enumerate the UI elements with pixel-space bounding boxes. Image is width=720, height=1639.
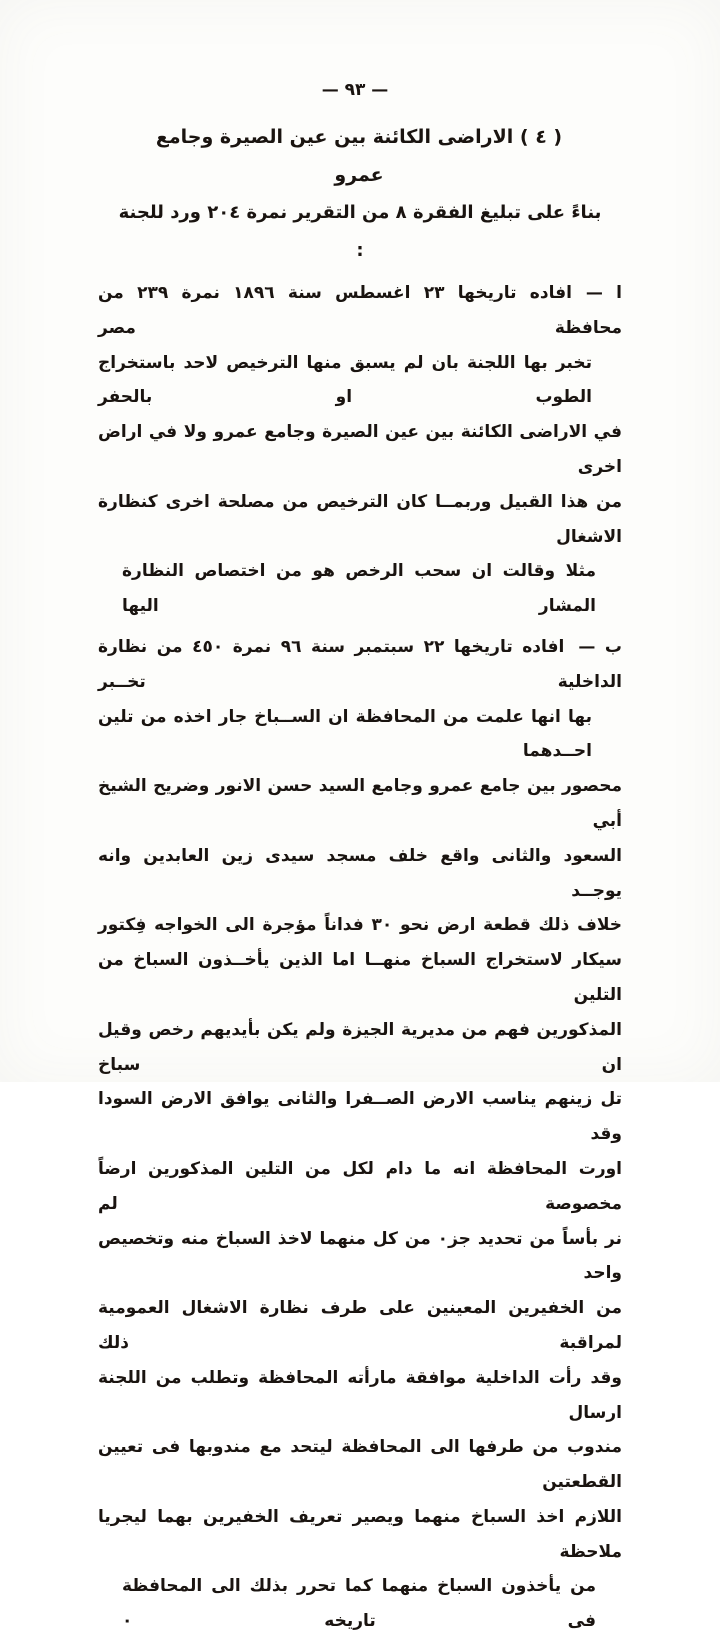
text-line: في الاراضى الكائنة بين عين الصيرة وجامع عمرو ولا في اراض اخرى bbox=[98, 422, 622, 477]
page-number: — ٩٣ — bbox=[321, 80, 389, 100]
text-line: من هذا القبيل وربمــا كان الترخيص من مصلحة اخرى كنظارة الاشغال bbox=[98, 491, 622, 547]
text-line: سيكار لاستخراج السباخ منهــا اما الذين يأخــذون السباخ من التلين bbox=[98, 950, 622, 1005]
text-line: اللازم اخذ السباخ منهما ويصير تعريف الخفيرين بهما ليجريا ملاحظة bbox=[98, 1506, 622, 1562]
text-line: بها انها علمت من المحافظة ان الســباخ جار اخذه من تلين احــدهما bbox=[98, 706, 592, 762]
text-line bbox=[98, 630, 622, 700]
item-marker: ا — bbox=[585, 283, 623, 303]
text-line: خلاف ذلك قطعة ارض نحو ٣٠ فداناً مؤجرة الى الخواجه فِكتور bbox=[98, 915, 622, 936]
text-line: تخبر بها اللجنة بان لم يسبق منها الترخيص لاحد باستخراج الطوب او بالحفر bbox=[98, 352, 592, 408]
text-line bbox=[98, 276, 622, 346]
list-item-a bbox=[98, 276, 622, 624]
text-line: وقد رأت الداخلية موافقة مارأته المحافظة وتطلب من اللجنة ارسال bbox=[98, 1367, 622, 1423]
list-item-b bbox=[98, 630, 622, 1639]
line-text: افاده تاريخها ٢٢ سبتمبر سنة ٩٦ نمرة ٤٥٠ من نظارة الداخلية تخــبر bbox=[98, 636, 622, 692]
text-line: محصور بين جامع عمرو وجامع السيد حسن الانور وضريح الشيخ أبي bbox=[98, 776, 622, 831]
text-line: من الخفيرين المعينين على طرف نظارة الاشغال العمومية لمراقبة ذلك bbox=[98, 1298, 622, 1353]
text-line: نر بأساً من تحديد جز۰ من كل منهما لاخذ السباخ منه وتخصيص واحد bbox=[98, 1228, 622, 1284]
item-marker: ب — bbox=[578, 636, 623, 657]
item-a-lines bbox=[98, 276, 622, 624]
text-line: من يأخذون السباخ منهما كما تحرر بذلك الى المحافظة فى تاريخه ۰ bbox=[122, 1576, 596, 1632]
section-heading: ( ٤ ) الاراضى الكائنة بين عين الصيرة وجامع عمرو bbox=[155, 126, 563, 186]
line-text: افاده تاريخها ٢٣ اغسطس سنة ١٨٩٦ نمرة ٢٣٩ من محافظة مصر bbox=[98, 283, 622, 338]
text-line: المذكورين فهم من مديرية الجيزة ولم يكن بأيديهم رخص وقيل ان سباخ bbox=[98, 1019, 622, 1075]
text-line: مندوب من طرفها الى المحافظة ليتحد مع مندوبها فى تعيين القطعتين bbox=[98, 1437, 622, 1493]
item-b-lines bbox=[98, 630, 622, 1639]
text-block bbox=[98, 118, 622, 1639]
text-line: السعود والثانى واقع خلف مسجد سيدى زين العابدين وانه يوجــد bbox=[98, 845, 622, 901]
text-line: تل زينهم يناسب الارض الصــفرا والثانى يوافق الارض السودا وقد bbox=[98, 1089, 622, 1145]
section-subheading: بناءً على تبليغ الفقرة ٨ من التقرير نمرة ٢٠٤ ورد للجنة : bbox=[118, 202, 602, 261]
text-line: اورت المحافظة انه ما دام لكل من التلين المذكورين ارضاً مخصوصة لم bbox=[98, 1158, 622, 1214]
text-line: مثلا وقالت ان سحب الرخص هو من اختصاص النظارة المشار اليها bbox=[122, 561, 596, 617]
